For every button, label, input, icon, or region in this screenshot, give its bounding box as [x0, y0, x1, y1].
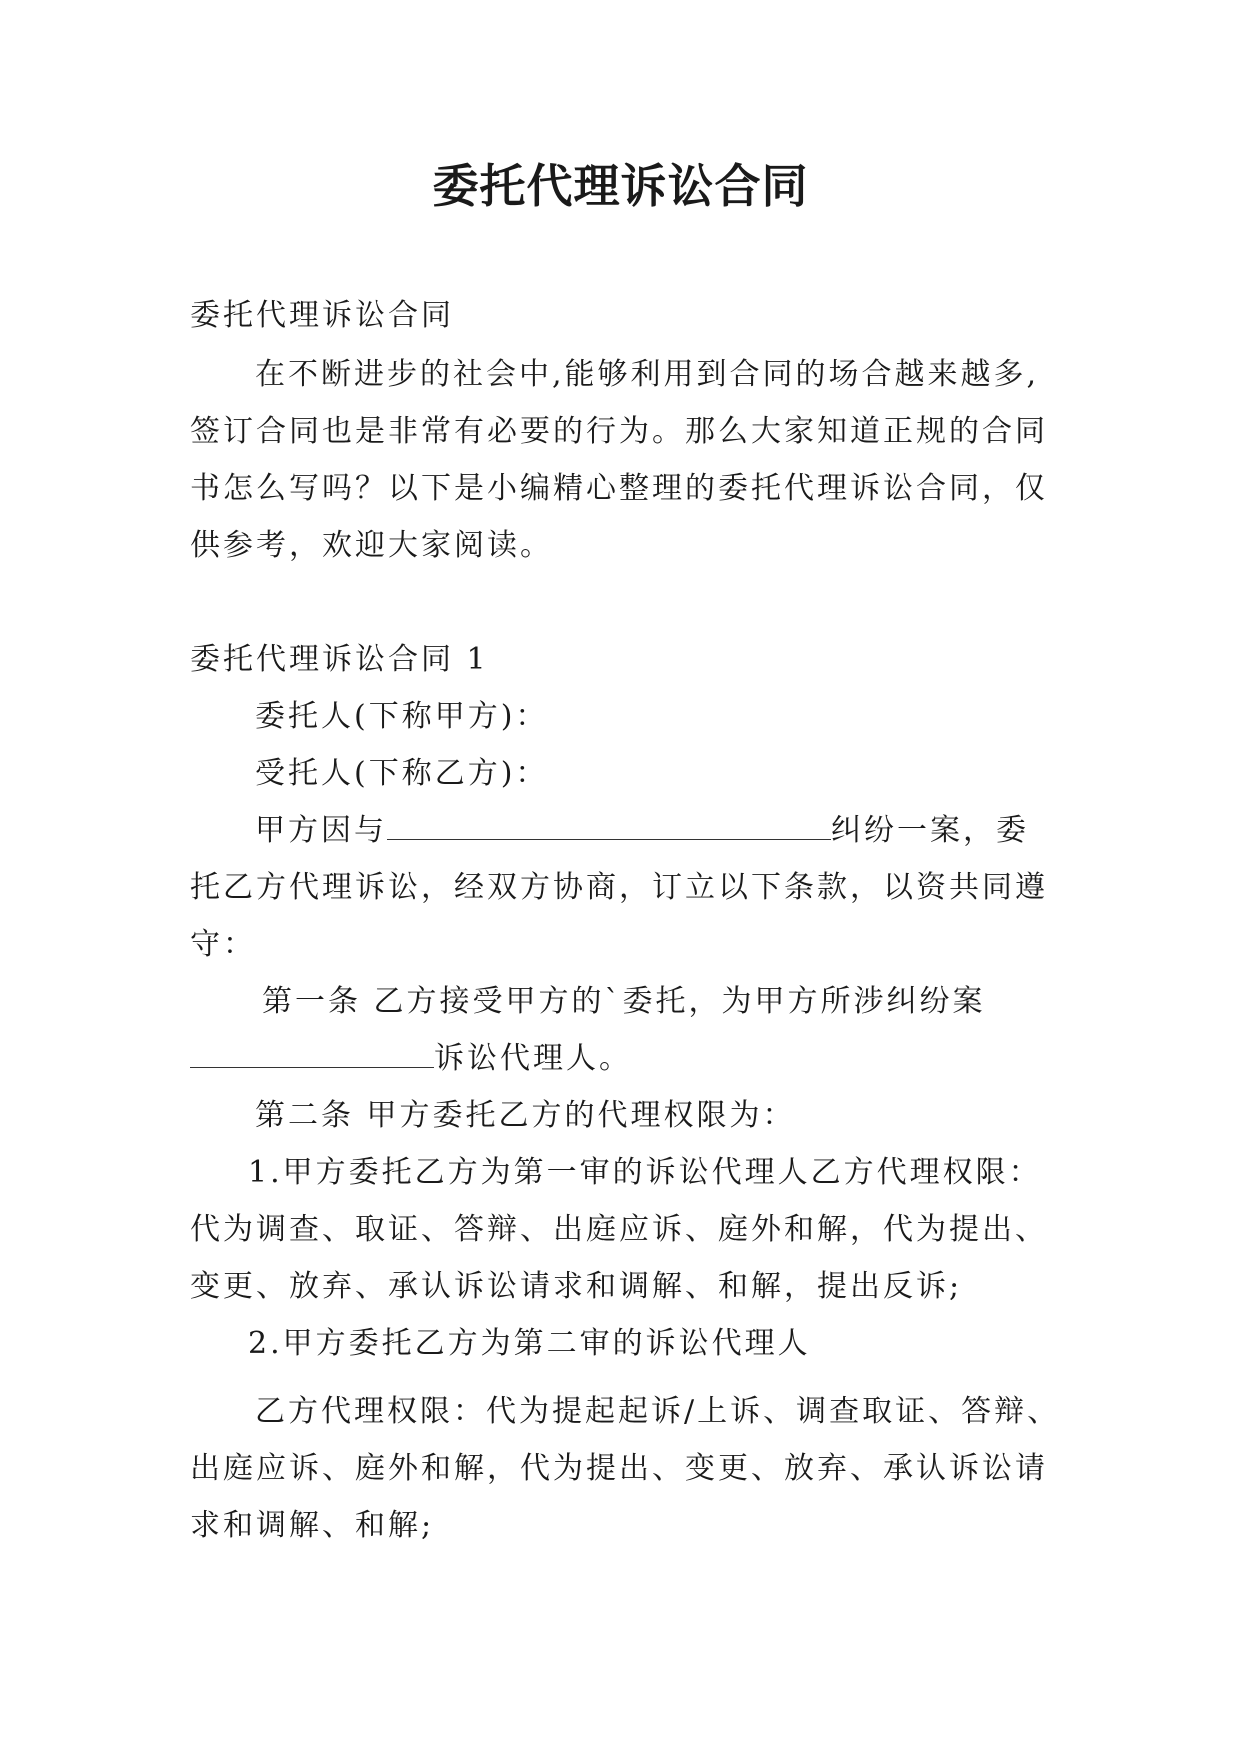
case-blank[interactable] — [190, 1041, 434, 1068]
agent-line: 受托人(下称乙方)： — [255, 756, 549, 791]
dispute-end: 守： — [190, 927, 256, 962]
intro-line-3: 书怎么写吗？以下是小编精心整理的委托代理诉讼合同，仅 — [190, 471, 1048, 506]
dispute-before: 甲方因与 — [255, 813, 387, 848]
article-2: 第二条 甲方委托乙方的代理权限为： — [255, 1098, 796, 1133]
article-1-tail: 诉讼代理人。 — [434, 1041, 632, 1076]
intro-line-2: 签订合同也是非常有必要的行为。那么大家知道正规的合同 — [190, 414, 1048, 449]
dispute-after: 纠纷一案，委 — [831, 813, 1029, 848]
intro-line-4: 供参考，欢迎大家阅读。 — [190, 528, 553, 563]
item-1-line-3: 变更、放弃、承认诉讼请求和调解、和解，提出反诉; — [190, 1269, 963, 1304]
dispute-cont: 托乙方代理诉讼，经双方协商，订立以下条款，以资共同遵 — [190, 870, 1048, 905]
article-1-line-1: 第一条 乙方接受甲方的`委托，为甲方所涉纠纷案 — [262, 984, 986, 1019]
document-title: 委托代理诉讼合同 — [432, 159, 809, 213]
item-1-line-1: 1.甲方委托乙方为第一审的诉讼代理人乙方代理权限： — [248, 1155, 1042, 1190]
item-2-line-4: 求和调解、和解; — [190, 1508, 435, 1543]
section-heading: 委托代理诉讼合同 1 — [190, 642, 489, 677]
item-2-line-3: 出庭应诉、庭外和解，代为提出、变更、放弃、承认诉讼请 — [190, 1451, 1048, 1486]
dispute-line — [255, 811, 1029, 851]
intro-line-1: 在不断进步的社会中,能够利用到合同的场合越来越多, — [255, 357, 1040, 392]
item-1-line-2: 代为调查、取证、答辩、出庭应诉、庭外和解，代为提出、 — [190, 1212, 1048, 1247]
item-2-line-2: 乙方代理权限：代为提起起诉/上诉、调查取证、答辩、 — [255, 1394, 1061, 1429]
party-blank[interactable] — [387, 813, 831, 840]
item-2-line-1: 2.甲方委托乙方为第二审的诉讼代理人 — [248, 1326, 811, 1361]
article-1-line-2 — [190, 1039, 632, 1079]
principal-line: 委托人(下称甲方)： — [255, 699, 549, 734]
subtitle: 委托代理诉讼合同 — [190, 298, 454, 333]
